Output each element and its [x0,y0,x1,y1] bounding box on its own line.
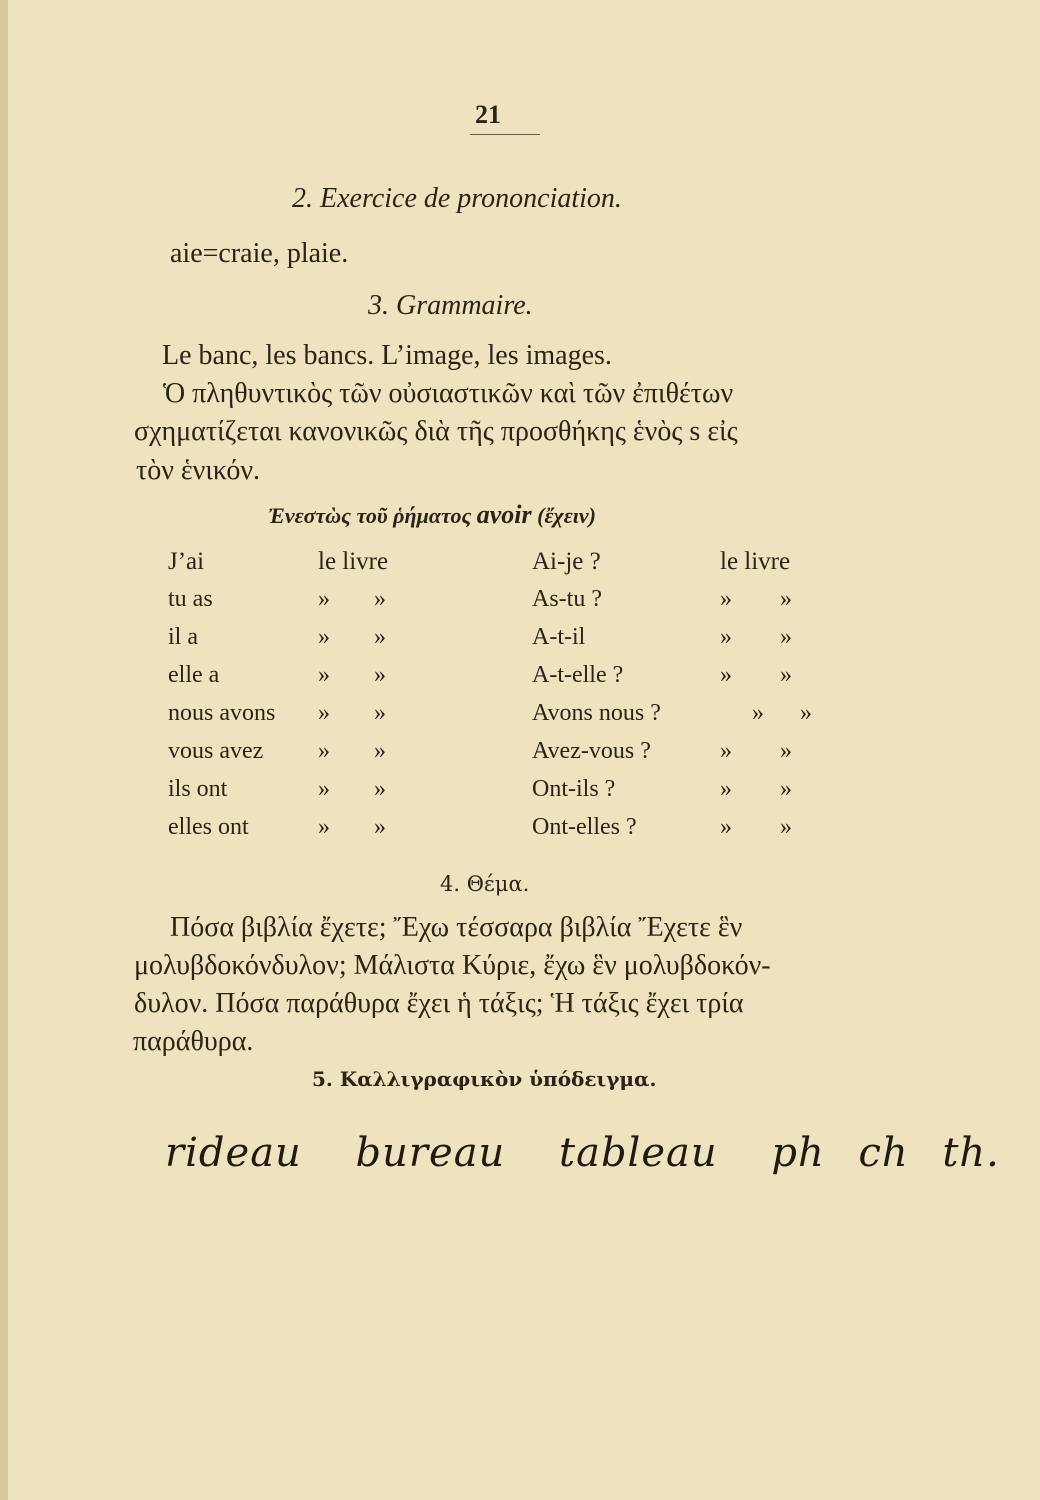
calligraphy-word: bureau [355,1130,506,1176]
conjugation-row [0,700,972,738]
verb-heading-suffix: (ἔχειν) [537,503,596,528]
conjugation-row [0,662,972,700]
row-ditto: » [780,586,792,612]
grammar-example: Le banc, les bancs. L’image, les images. [162,340,612,371]
row-ditto: » [720,624,732,650]
row-ditto: » [318,662,330,688]
grammar-rule-line: Ὁ πληθυντικὸς τῶν οὐσιαστικῶν καὶ τῶν ἐπιθέτων [163,378,734,409]
conjugation-row [0,814,972,852]
row-pronoun: tu as [168,586,213,612]
page-number-rule [470,134,540,135]
row-ditto: » [780,738,792,764]
row-pronoun: vous avez [168,738,264,764]
row-ditto: » [374,814,386,840]
row-pronoun: ils ont [168,776,228,802]
row-pronoun: elle a [168,662,220,688]
grammar-rule-line: σχηματίζεται κανονικῶς διὰ τῆς προσθήκης ἑνὸς s εἰς [134,416,738,447]
row-ditto: » [374,624,386,650]
row-ditto: » [800,700,812,726]
verb-heading-verb: avoir [476,500,532,529]
conjugation-row [0,586,972,624]
row-ditto: » [318,738,330,764]
row-question: Ont-ils ? [532,776,616,802]
page-number: 21 [475,100,501,129]
row-ditto: » [720,662,732,688]
conjugation-header-row [0,548,972,586]
calligraphy-word: rideau [165,1130,302,1176]
grammar-heading: 3. Grammaire. [368,290,533,321]
conjugation-row [0,738,972,776]
header-pronoun: J’ai [168,548,205,575]
row-question: As-tu ? [532,586,602,612]
row-question: Ont-elles ? [532,814,637,840]
row-ditto: » [780,624,792,650]
row-question: Avons nous ? [532,700,661,726]
row-ditto: » [780,662,792,688]
calligraphy-word: th. [942,1130,1000,1176]
calligraphy-word: tableau [559,1130,718,1176]
theme-line: δυλον. Πόσα παράθυρα ἔχει ἡ τάξις; Ἡ τάξις ἔχει τρία [134,988,744,1019]
calligraphy-word: ch [858,1130,909,1176]
verb-heading-prefix: Ἐνεστὼς τοῦ ῥήματος [268,503,472,528]
row-question: A-t-elle ? [532,662,624,688]
row-ditto: » [752,700,764,726]
header-question-object: le livre [720,548,791,575]
row-pronoun: il a [168,624,198,650]
row-ditto: » [374,738,386,764]
calligraphy-sample [165,1130,1040,1176]
row-question: A-t-il [532,624,586,650]
calligraphy-word: ph [771,1130,825,1176]
row-ditto: » [318,814,330,840]
row-ditto: » [318,624,330,650]
calligraphy-heading: 5. Καλλιγραφικὸν ὑπόδειγμα. [312,1067,657,1091]
theme-line: παράθυρα. [133,1026,254,1057]
row-ditto: » [720,738,732,764]
theme-line: μολυβδοκόνδυλον; Μάλιστα Κύριε, ἔχω ἓν μολυβδοκόν- [134,950,771,981]
row-pronoun: nous avons [168,700,276,726]
row-ditto: » [318,776,330,802]
row-ditto: » [318,700,330,726]
conjugation-row [0,624,972,662]
row-ditto: » [720,586,732,612]
row-ditto: » [720,776,732,802]
row-ditto: » [780,814,792,840]
row-question: Avez-vous ? [532,738,651,764]
theme-heading: 4. Θέμα. [440,872,530,896]
row-pronoun: elles ont [168,814,249,840]
header-object: le livre [318,548,389,575]
row-ditto: » [374,700,386,726]
theme-line: Πόσα βιβλία ἔχετε; Ἔχω τέσσαρα βιβλία Ἔχετε ἓν [170,912,743,943]
pronunciation-line: aie=craie, plaie. [170,238,349,269]
row-ditto: » [318,586,330,612]
conjugation-row [0,776,972,814]
pronunciation-heading: 2. Exercice de prononciation. [292,183,622,214]
row-ditto: » [780,776,792,802]
row-ditto: » [720,814,732,840]
row-ditto: » [374,662,386,688]
row-ditto: » [374,776,386,802]
row-ditto: » [374,586,386,612]
verb-conjugation-heading [268,500,596,530]
grammar-rule-line: τὸν ἑνικόν. [136,455,261,486]
header-question: Ai-je ? [532,548,601,575]
